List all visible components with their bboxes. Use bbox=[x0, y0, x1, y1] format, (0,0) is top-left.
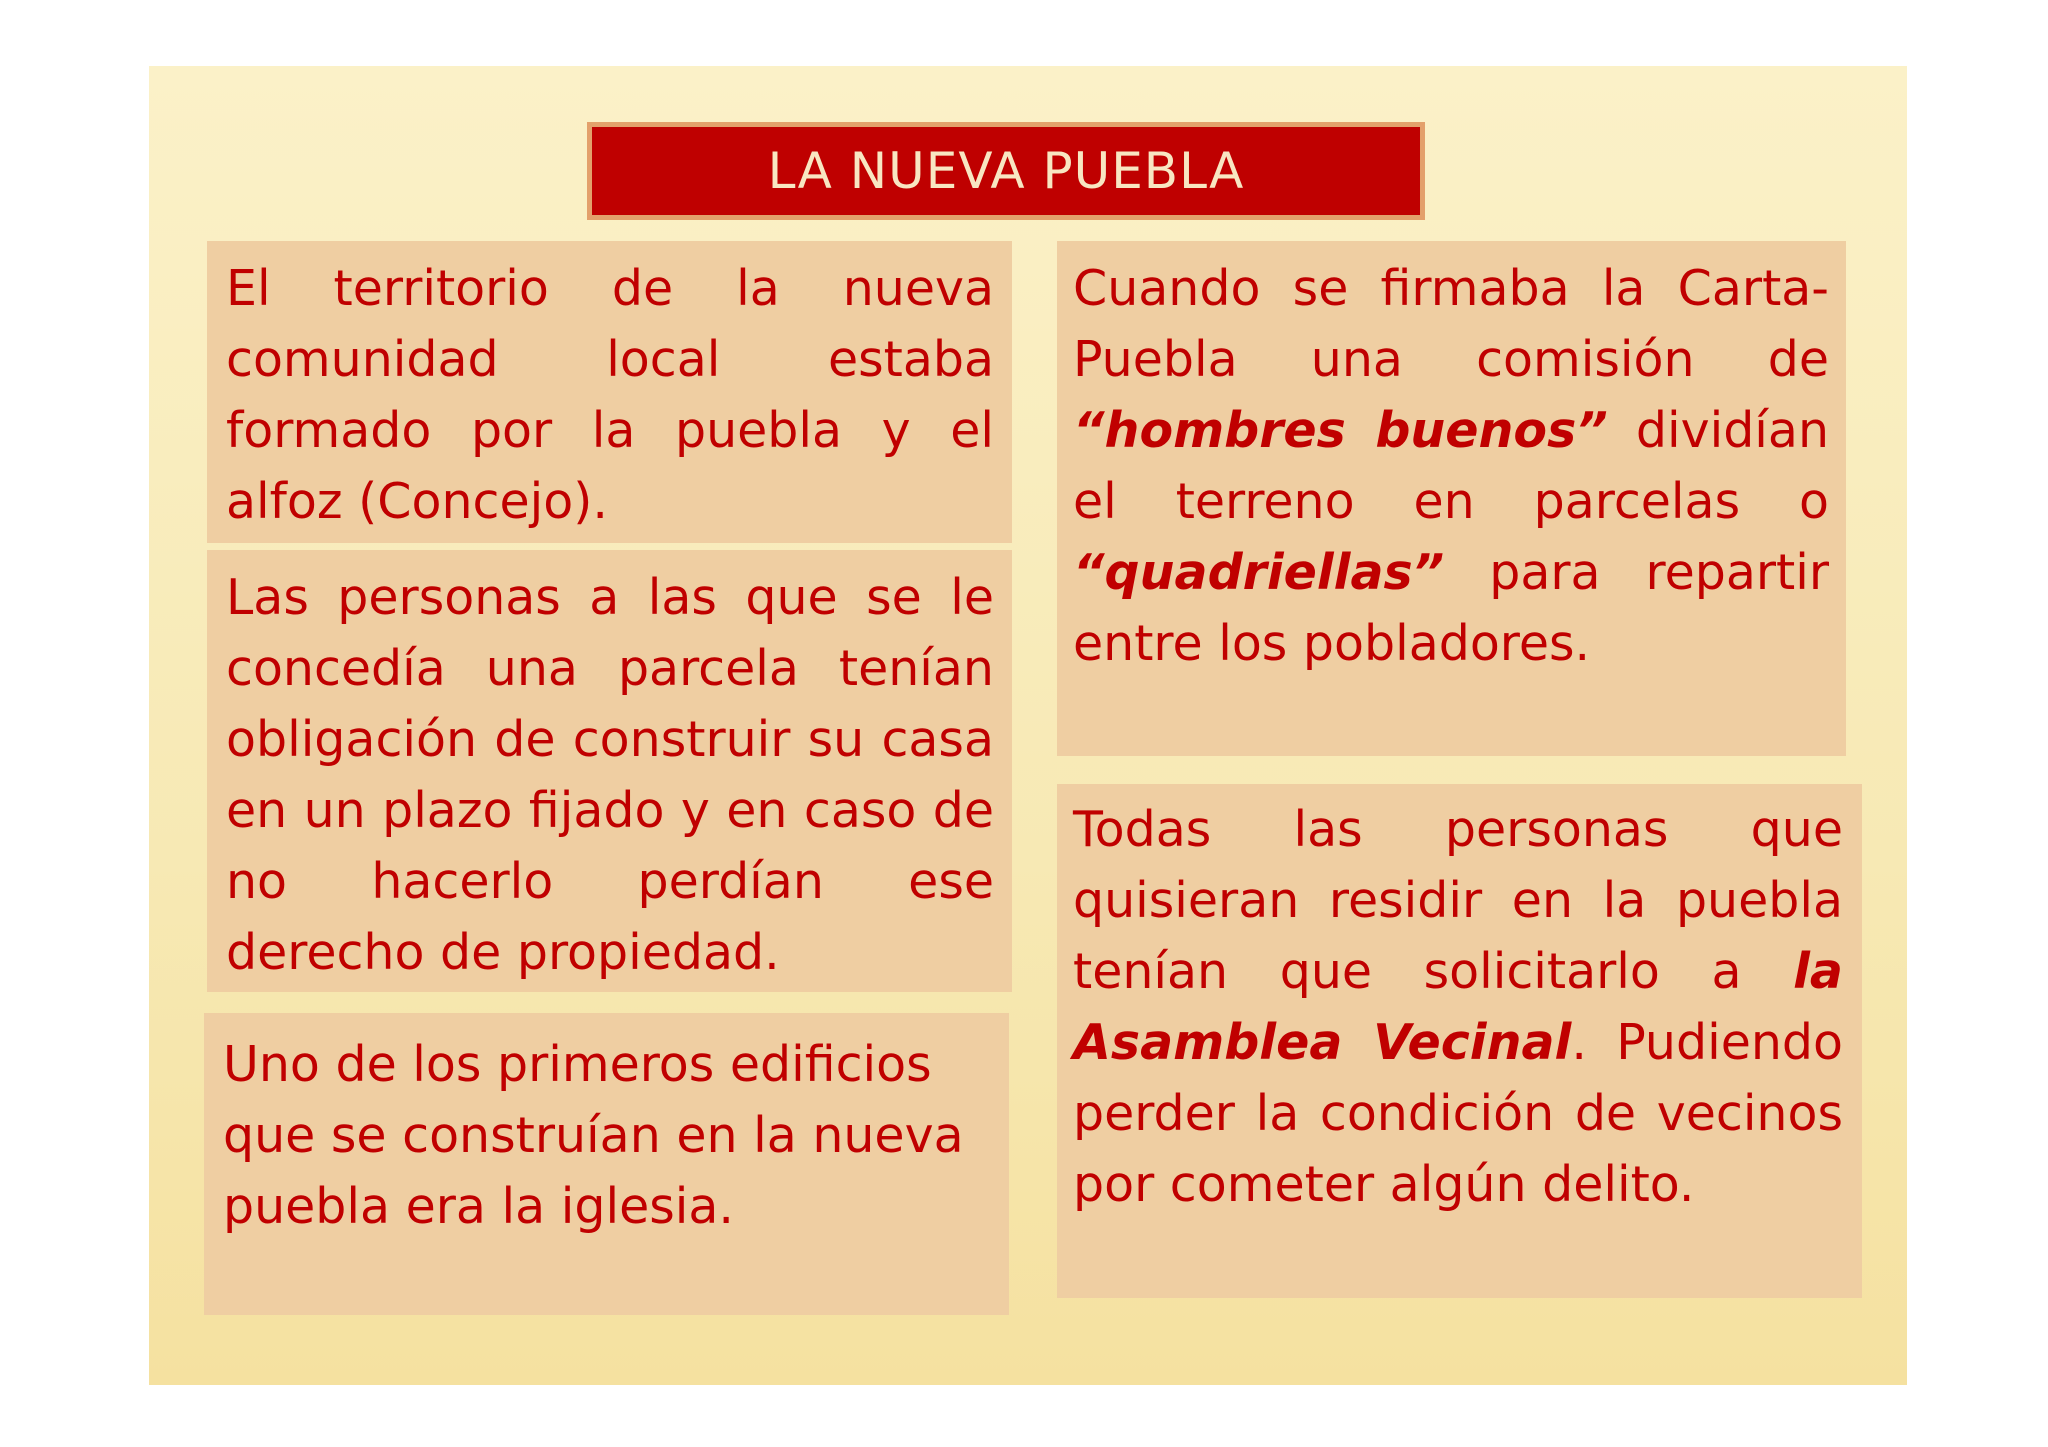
text-card-parcela bbox=[207, 550, 1012, 992]
territorio-text: El territorio de la nueva comunidad local estaba formado por la puebla y el alfoz (Concejo). bbox=[226, 260, 994, 530]
carta-puebla-text-part-3: para repartir entre los pobladores. bbox=[1073, 544, 1829, 672]
parcela-text: Las personas a las que se le concedía una parcela tenían obligación de construir su casa en un plazo fijado y en caso de no hacerlo perdían ese derecho de propiedad. bbox=[226, 569, 994, 981]
asamblea-vecinal-emphasis: la Asamblea Vecinal bbox=[1073, 943, 1843, 1071]
text-card-iglesia bbox=[204, 1013, 1009, 1315]
carta-puebla-text bbox=[1073, 253, 1829, 679]
text-card-asamblea bbox=[1057, 784, 1862, 1298]
carta-puebla-text-part-2: dividían el terreno en parcelas o bbox=[1073, 402, 1829, 530]
slide-title: LA NUEVA PUEBLA bbox=[767, 142, 1245, 200]
slide-title-banner bbox=[587, 122, 1425, 220]
text-card-carta-puebla bbox=[1057, 241, 1846, 756]
quadriellas-emphasis: “quadriellas” bbox=[1073, 544, 1445, 601]
asamblea-text-part-2: . Pudiendo perder la condición de vecinos por cometer algún delito. bbox=[1073, 1014, 1843, 1213]
text-card-territorio bbox=[207, 241, 1012, 543]
hombres-buenos-emphasis: “hombres buenos” bbox=[1073, 402, 1608, 459]
iglesia-text: Uno de los primeros edificios que se construían en la nueva puebla era la iglesia. bbox=[223, 1036, 964, 1235]
asamblea-text bbox=[1073, 794, 1843, 1220]
carta-puebla-text-part-1: Cuando se firmaba la Carta-Puebla una comisión de bbox=[1073, 260, 1829, 388]
asamblea-text-part-1: Todas las personas que quisieran residir en la puebla tenían que solicitarlo a bbox=[1073, 801, 1843, 1000]
